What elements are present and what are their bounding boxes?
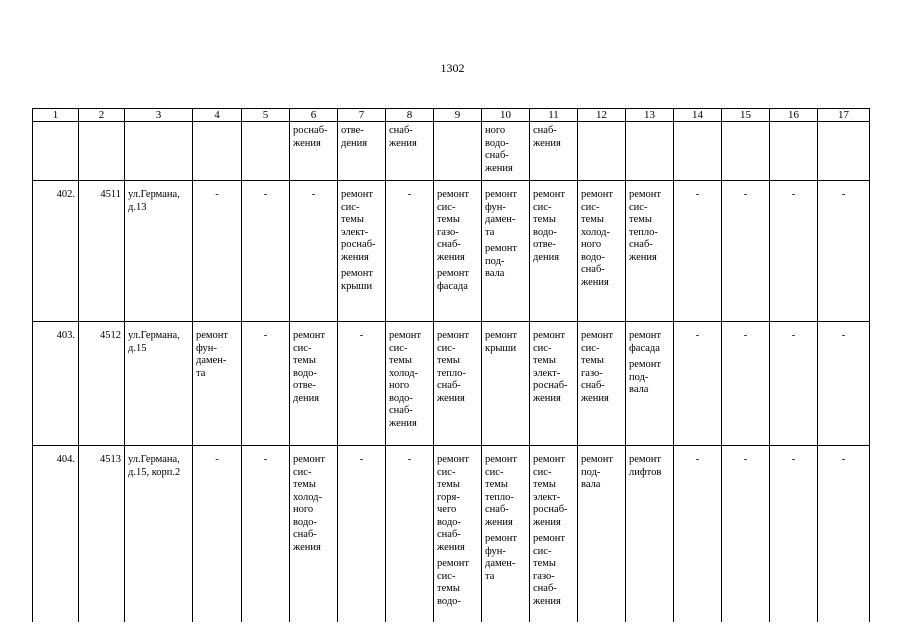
column-number-16: 16 <box>770 109 818 122</box>
row-number: 402. <box>33 181 79 322</box>
empty-marker-col-16: - <box>770 446 818 623</box>
continuation-cell-9 <box>434 122 482 181</box>
continuation-cell-2 <box>79 122 125 181</box>
work-cell-col-10 <box>482 322 530 446</box>
row-number: 404. <box>33 446 79 623</box>
work-cell-col-4 <box>193 322 242 446</box>
work-item: ремонт сис- темы газо- снаб- жения <box>533 533 566 607</box>
column-number-11: 11 <box>530 109 578 122</box>
continuation-cell-7: отве- дения <box>338 122 386 181</box>
column-number-6: 6 <box>290 109 338 122</box>
work-item: ремонт сис- темы холод- ного водо- снаб- жения <box>389 330 422 429</box>
work-cell-col-9 <box>434 322 482 446</box>
continuation-row <box>33 122 870 181</box>
work-item: ремонт лифтов <box>629 454 662 478</box>
empty-marker-col-8: - <box>386 446 434 623</box>
empty-marker-col-7: - <box>338 446 386 623</box>
address: ул.Германа, д.13 <box>125 181 193 322</box>
work-item: ремонт сис- темы водо- отве- дения <box>293 330 326 404</box>
building-code: 4513 <box>79 446 125 623</box>
continuation-cell-15 <box>722 122 770 181</box>
empty-marker-col-15: - <box>722 446 770 623</box>
work-item: ремонт под- вала <box>485 243 518 279</box>
work-item: ремонт фун- дамен- та <box>196 330 229 379</box>
work-item: ремонт сис- темы холод- ного водо- снаб- жения <box>581 189 614 288</box>
work-cell-col-10 <box>482 181 530 322</box>
empty-marker-col-17: - <box>818 446 870 623</box>
work-cell-col-7 <box>338 181 386 322</box>
continuation-cell-4 <box>193 122 242 181</box>
work-item: ремонт под- вала <box>629 359 662 395</box>
work-item: ремонт сис- темы элект- роснаб- жения <box>533 330 568 404</box>
work-item: ремонт сис- темы водо- отве- дения <box>533 189 566 263</box>
work-cell-col-13 <box>626 322 674 446</box>
empty-marker-col-16: - <box>770 322 818 446</box>
work-item: ремонт сис- темы элект- роснаб- жения <box>533 454 568 528</box>
empty-marker-col-8: - <box>386 181 434 322</box>
work-cell-col-11 <box>530 322 578 446</box>
work-item: ремонт сис- темы газо- снаб- жения <box>581 330 614 404</box>
column-number-1: 1 <box>33 109 79 122</box>
column-number-10: 10 <box>482 109 530 122</box>
work-cell-col-6 <box>290 446 338 623</box>
work-item: ремонт сис- темы элект- роснаб- жения <box>341 189 376 263</box>
column-number-5: 5 <box>242 109 290 122</box>
column-number-2: 2 <box>79 109 125 122</box>
work-cell-col-10 <box>482 446 530 623</box>
work-item: ремонт фасада <box>437 268 470 292</box>
empty-marker-col-14: - <box>674 446 722 623</box>
work-item: ремонт под- вала <box>581 454 614 490</box>
work-item: ремонт крыши <box>341 268 374 292</box>
empty-marker-col-15: - <box>722 322 770 446</box>
continuation-cell-17 <box>818 122 870 181</box>
column-number-3: 3 <box>125 109 193 122</box>
work-cell-col-12 <box>578 446 626 623</box>
empty-marker-col-4: - <box>193 446 242 623</box>
work-item: ремонт сис- темы водо- <box>437 558 470 607</box>
work-item: ремонт фун- дамен- та <box>485 533 518 582</box>
work-item: ремонт крыши <box>485 330 518 354</box>
empty-marker-col-14: - <box>674 181 722 322</box>
table-row <box>33 181 870 322</box>
work-item: ремонт фасада <box>629 330 662 354</box>
address: ул.Германа, д.15 <box>125 322 193 446</box>
empty-marker-col-14: - <box>674 322 722 446</box>
empty-marker-col-6: - <box>290 181 338 322</box>
work-item: ремонт сис- темы горя- чего водо- снаб- жения <box>437 454 470 553</box>
continuation-cell-8: снаб- жения <box>386 122 434 181</box>
empty-marker-col-16: - <box>770 181 818 322</box>
continuation-cell-6: роснаб- жения <box>290 122 338 181</box>
empty-marker-col-4: - <box>193 181 242 322</box>
empty-marker-col-5: - <box>242 181 290 322</box>
work-cell-col-11 <box>530 181 578 322</box>
work-item: ремонт сис- темы газо- снаб- жения <box>437 189 470 263</box>
continuation-cell-1 <box>33 122 79 181</box>
work-item: ремонт сис- темы тепло- снаб- жения <box>485 454 518 528</box>
continuation-cell-10: ного водо- снаб- жения <box>482 122 530 181</box>
column-number-17: 17 <box>818 109 870 122</box>
column-number-row <box>33 109 870 122</box>
work-cell-col-11 <box>530 446 578 623</box>
work-cell-col-12 <box>578 181 626 322</box>
work-cell-col-8 <box>386 322 434 446</box>
repair-works-table <box>32 108 870 622</box>
column-number-14: 14 <box>674 109 722 122</box>
column-number-8: 8 <box>386 109 434 122</box>
work-cell-col-13 <box>626 181 674 322</box>
table-row <box>33 446 870 623</box>
empty-marker-col-15: - <box>722 181 770 322</box>
work-cell-col-9 <box>434 181 482 322</box>
empty-marker-col-7: - <box>338 322 386 446</box>
work-cell-col-9 <box>434 446 482 623</box>
column-number-15: 15 <box>722 109 770 122</box>
continuation-cell-5 <box>242 122 290 181</box>
table-row <box>33 322 870 446</box>
page-number: 1302 <box>440 61 465 75</box>
continuation-cell-12 <box>578 122 626 181</box>
work-cell-col-12 <box>578 322 626 446</box>
building-code: 4512 <box>79 322 125 446</box>
column-number-9: 9 <box>434 109 482 122</box>
continuation-cell-11: снаб- жения <box>530 122 578 181</box>
building-code: 4511 <box>79 181 125 322</box>
row-number: 403. <box>33 322 79 446</box>
column-number-13: 13 <box>626 109 674 122</box>
address: ул.Германа, д.15, корп.2 <box>125 446 193 623</box>
continuation-cell-13 <box>626 122 674 181</box>
work-cell-col-13 <box>626 446 674 623</box>
work-item: ремонт фун- дамен- та <box>485 189 518 238</box>
empty-marker-col-17: - <box>818 181 870 322</box>
work-item: ремонт сис- темы тепло- снаб- жения <box>629 189 662 263</box>
continuation-cell-14 <box>674 122 722 181</box>
work-item: ремонт сис- темы холод- ного водо- снаб- жения <box>293 454 326 553</box>
work-item: ремонт сис- темы тепло- снаб- жения <box>437 330 470 404</box>
work-cell-col-6 <box>290 322 338 446</box>
column-number-12: 12 <box>578 109 626 122</box>
column-number-7: 7 <box>338 109 386 122</box>
continuation-cell-16 <box>770 122 818 181</box>
column-number-4: 4 <box>193 109 242 122</box>
empty-marker-col-5: - <box>242 322 290 446</box>
continuation-cell-3 <box>125 122 193 181</box>
empty-marker-col-17: - <box>818 322 870 446</box>
empty-marker-col-5: - <box>242 446 290 623</box>
